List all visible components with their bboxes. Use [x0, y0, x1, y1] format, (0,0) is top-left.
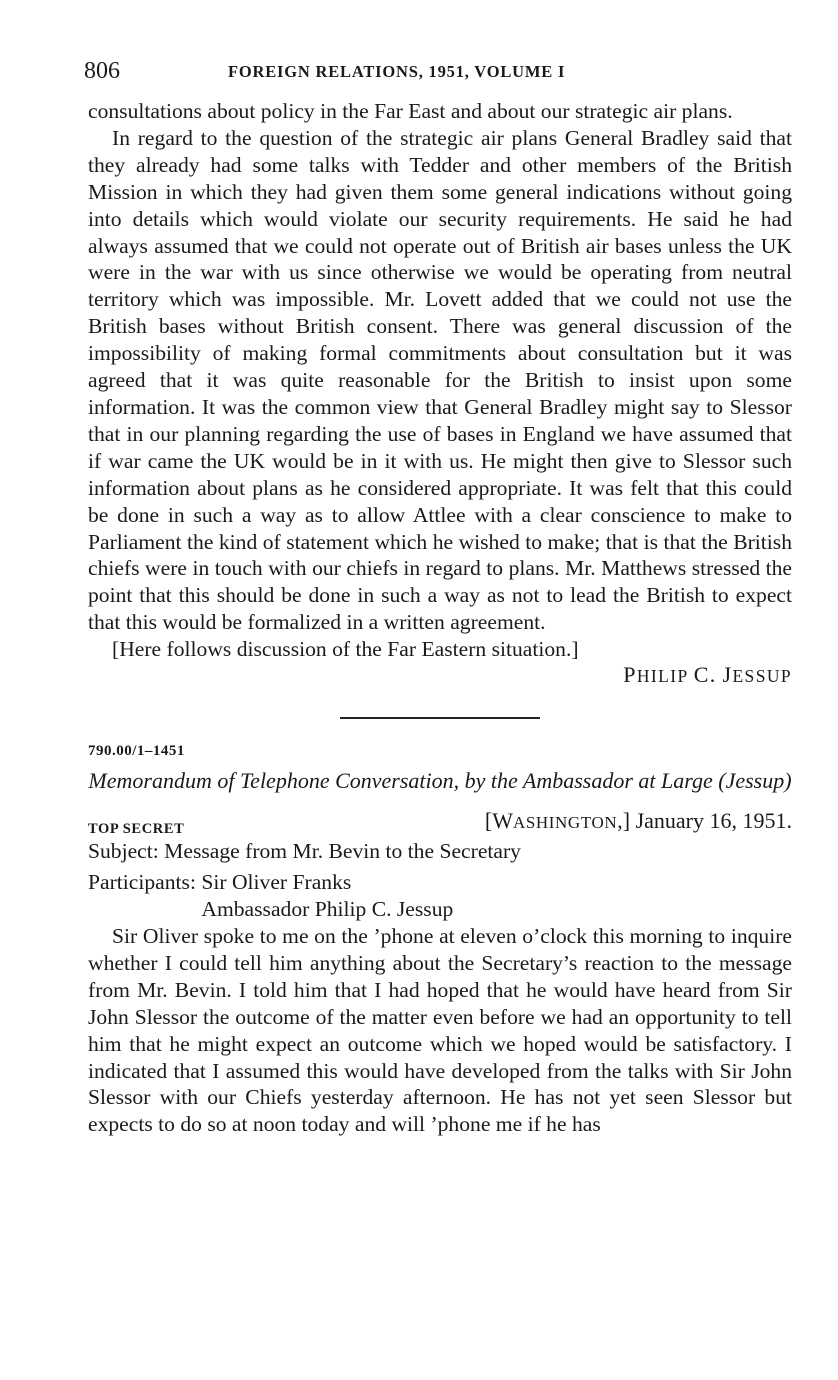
- participants-list: [201, 869, 453, 923]
- subject-line: [88, 838, 792, 865]
- dateline: [88, 808, 792, 838]
- participants-line: [88, 869, 792, 923]
- editorial-note: [Here follows discussion of the Far Eastern situation.]: [112, 637, 579, 662]
- continuation-paragraph: consultations about policy in the Far East and about our strategic air plans.: [88, 99, 733, 123]
- subject-label: Subject:: [88, 839, 165, 864]
- memorandum-title: Memorandum of Telephone Conversation, by the Ambassador at Large (Jessup): [88, 768, 792, 794]
- page-body: [88, 98, 792, 1138]
- section-divider: [340, 717, 540, 719]
- running-head: FOREIGN RELATIONS, 1951, VOLUME I: [228, 62, 566, 81]
- participants-label: Participants:: [88, 870, 202, 895]
- page-number: 806: [84, 58, 120, 84]
- subject-value: Message from Mr. Bevin to the Secretary: [164, 839, 521, 864]
- memo-text: Sir Oliver spoke to me on the ’phone at eleven o’clock this morning to inquire whether I could tell him anything about the Secretary’s reaction to the message from Mr. Bevin. I told him that I had hoped that he would have heard from Sir John Slessor the outcome of the matter even before we had an opportunity to tell him that he might expect an outcome which we hoped would be satisfactory. I indicated that I assumed this would have developed from the talks with Sir John Slessor with our Chiefs yesterday afternoon. He has not yet seen Slessor but expects to do so at noon today and will ’phone me if he has: [88, 924, 792, 1137]
- page-header: [84, 58, 794, 88]
- participant: Sir Oliver Franks: [201, 870, 352, 895]
- classification: TOP SECRET: [88, 821, 185, 838]
- file-number: 790.00/1–1451: [88, 743, 185, 760]
- signature: PHILIP C. JESSUP: [623, 662, 792, 688]
- bradley-paragraph: In regard to the question of the strategic air plans General Bradley said that they already had some talks with Tedder and other members of the British Mission in which they had given them some general indications without going into details which would violate our security requirements. He said he had always assumed that we could not operate out of British air bases unless the UK were in the war with us since otherwise we would be operating from neutral territory which was impossible. Mr. Lovett added that we could not use the British bases without British consent. There was general discussion of the impossibility of making formal commitments about consultation but it was agreed that it was quite reasonable for the British to insist upon some information. It was the common view that General Bradley might say to Slessor that in our planning regarding the use of bases in England we have assumed that if war came the UK would be in it with us. He might then give to Slessor such information about plans as he considered appropriate. It was felt that this could be done in such a way as to allow Attlee with a clear conscience to make to Parliament the kind of statement which he wished to make; that is that the British chiefs were in touch with our chiefs in regard to plans. Mr. Matthews stressed the point that this should be done in such a way as not to lead the British to expect that this would be formalized in a written agreement.: [88, 125, 792, 635]
- document-date: [WASHINGTON,] January 16, 1951.: [484, 808, 792, 834]
- participant: Ambassador Philip C. Jessup: [201, 897, 454, 922]
